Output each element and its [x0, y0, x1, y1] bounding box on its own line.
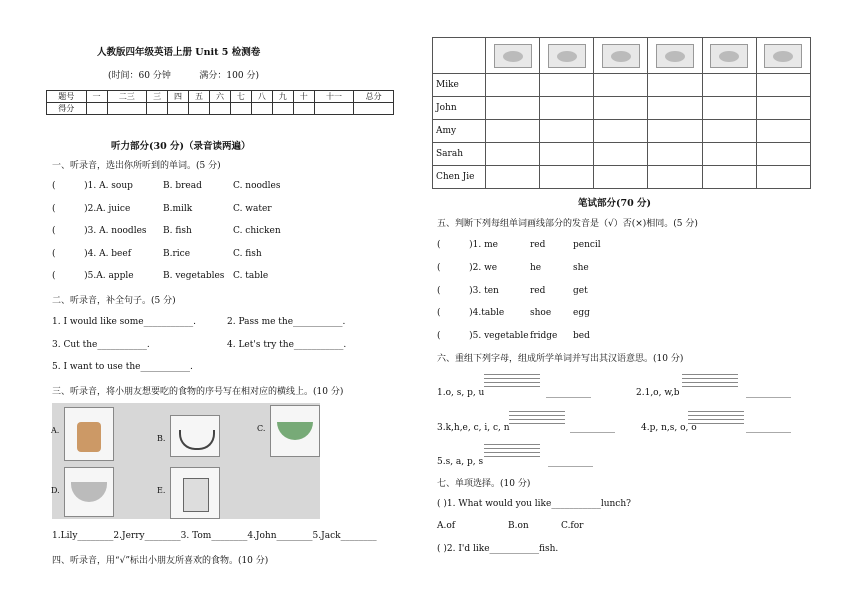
writing-lines [484, 374, 540, 390]
s1-item-3-c: C. chicken [233, 226, 281, 236]
s5-item-5-p: ( )5. vegetable [437, 331, 529, 341]
check-cell[interactable] [540, 120, 594, 143]
check-cell[interactable] [594, 74, 648, 97]
score-header-cell: 总分 [354, 91, 394, 103]
s5-item-2-a: he [530, 263, 542, 273]
check-cell[interactable] [648, 166, 702, 189]
s6-q1: 1.o, s, p, u [437, 388, 485, 398]
score-cell [251, 103, 272, 115]
check-cell[interactable] [594, 166, 648, 189]
check-cell[interactable] [540, 143, 594, 166]
s5-item-5-b: bed [573, 331, 590, 341]
score-cell [168, 103, 189, 115]
rice-bowl-icon [71, 482, 107, 502]
food-card-label: C. [257, 424, 266, 433]
score-header-cell: 六 [209, 91, 230, 103]
score-table [46, 90, 394, 115]
score-cell [86, 103, 107, 115]
score-header-cell: 二三 [107, 91, 147, 103]
milk-carton-icon [183, 478, 209, 512]
s1-item-5-b: B. vegetables [163, 271, 225, 281]
score-header-cell: 十 [293, 91, 314, 103]
score-cell [230, 103, 251, 115]
s5-item-2-b: she [573, 263, 589, 273]
score-cell [272, 103, 293, 115]
score-cell [107, 103, 147, 115]
section-3-title: 三、听录音，将小朋友想要吃的食物的序号写在相对应的横线上。(10 分) [52, 387, 344, 397]
section-7-title: 七、单项选择。(10 分) [437, 479, 531, 489]
check-cell[interactable] [540, 97, 594, 120]
score-cell [354, 103, 394, 115]
s1-item-2-c: C. water [233, 204, 272, 214]
s1-item-2-p: ( )2.A. juice [52, 204, 131, 214]
salad-bowl-icon [277, 422, 313, 440]
s7-q1-option-b: B.on [508, 521, 529, 531]
s6-q4-blank: __________ [746, 423, 791, 433]
grid-row-name: Mike [433, 74, 486, 97]
s1-item-5-p: ( )5.A. apple [52, 271, 134, 281]
s5-item-4-b: egg [573, 308, 590, 318]
food-card-a [51, 407, 114, 461]
grid-row-name: Amy [433, 120, 486, 143]
s5-item-1-p: ( )1. me [437, 240, 498, 250]
s5-item-5-a: fridge [530, 331, 558, 341]
check-cell[interactable] [540, 166, 594, 189]
check-cell[interactable] [486, 97, 540, 120]
check-cell[interactable] [594, 120, 648, 143]
s5-item-1-b: pencil [573, 240, 601, 250]
s2-line-5: 5. I want to use the___________. [52, 362, 193, 372]
s6-q5: 5.s, a, p, s [437, 457, 484, 467]
s5-item-3-b: get [573, 286, 588, 296]
check-cell[interactable] [540, 74, 594, 97]
food-card-e [157, 467, 220, 519]
writing-heading: 笔试部分(70 分) [578, 198, 652, 209]
s6-q4: 4.p, n,s, o, o [641, 423, 697, 433]
section-1-title: 一、听录音，选出你所听到的单词。(5 分) [52, 161, 221, 171]
section-5-title: 五、判断下列每组单词画线部分的发音是（√）否(×)相同。(5 分) [437, 219, 698, 229]
chicken-icon [764, 44, 802, 68]
check-cell[interactable] [756, 74, 810, 97]
grid-row-name: Sarah [433, 143, 486, 166]
rice-bowl-icon [494, 44, 532, 68]
writing-lines [484, 444, 540, 460]
s1-item-3-p: ( )3. A. noodles [52, 226, 147, 236]
s1-item-1-c: C. noodles [233, 181, 281, 191]
check-cell[interactable] [648, 143, 702, 166]
s1-item-3-b: B. fish [163, 226, 192, 236]
food-card-label: B. [157, 434, 166, 443]
s5-item-4-p: ( )4.table [437, 308, 505, 318]
check-cell[interactable] [756, 120, 810, 143]
check-cell[interactable] [702, 120, 756, 143]
page-subtitle: (时间：60 分钟 满分：100 分) [108, 71, 259, 81]
s7-q1-option-c: C.for [561, 521, 584, 531]
check-cell[interactable] [756, 166, 810, 189]
score-row-label: 得分 [47, 103, 87, 115]
score-header-cell: 一 [86, 91, 107, 103]
check-cell[interactable] [594, 97, 648, 120]
score-header-cell: 十一 [314, 91, 354, 103]
food-card-label: A. [51, 426, 60, 435]
score-header-cell: 五 [189, 91, 210, 103]
check-cell[interactable] [702, 74, 756, 97]
rice-icon [656, 44, 694, 68]
s2-line-2: 2. Pass me the___________. [227, 317, 346, 327]
s2-line-3: 3. Cut the___________. [52, 340, 150, 350]
s6-q1-blank: __________ [546, 388, 591, 398]
food-card-label: E. [157, 486, 166, 495]
score-cell [314, 103, 354, 115]
score-cell [147, 103, 168, 115]
grid-corner [433, 38, 486, 74]
writing-lines [509, 411, 565, 427]
score-cell [189, 103, 210, 115]
s5-item-4-a: shoe [530, 308, 552, 318]
s7-q2: ( )2. I'd like___________fish. [437, 544, 559, 554]
s1-item-2-b: B.milk [163, 204, 193, 214]
s1-item-4-b: B.rice [163, 249, 191, 259]
check-cell[interactable] [486, 74, 540, 97]
s3-answer-line: 1.Lily________2.Jerry________3. Tom________4.John________5.Jack________ [52, 531, 377, 541]
check-cell[interactable] [648, 97, 702, 120]
food-card-b [157, 415, 220, 457]
s6-q5-blank: __________ [548, 457, 593, 467]
s6-q2-blank: __________ [746, 388, 791, 398]
s6-q2: 2.1,o, w,b [636, 388, 680, 398]
s5-item-1-a: red [530, 240, 546, 250]
s2-line-4: 4. Let's try the___________. [227, 340, 347, 350]
section-2-title: 二、听录音，补全句子。(5 分) [52, 296, 176, 306]
s1-item-4-c: C. fish [233, 249, 262, 259]
grid-row [433, 74, 811, 97]
noodles-bowl-icon [602, 44, 640, 68]
check-cell[interactable] [486, 166, 540, 189]
bread-icon [710, 44, 748, 68]
fish-plate-icon [548, 44, 586, 68]
check-cell[interactable] [702, 143, 756, 166]
s6-q3: 3.k,h,e, c, i, c, n [437, 423, 510, 433]
food-card-label: D. [51, 486, 60, 495]
soup-bowl-icon [179, 430, 215, 450]
check-cell[interactable] [702, 166, 756, 189]
grid-row-name: Chen Jie [433, 166, 486, 189]
section-4-title: 四、听录音，用“√”标出小朋友所喜欢的食物。(10 分) [52, 556, 269, 566]
s1-item-1-p: ( )1. A. soup [52, 181, 133, 191]
s5-item-3-p: ( )3. ten [437, 286, 499, 296]
page-title: 人教版四年级英语上册 Unit 5 检测卷 [97, 47, 261, 58]
score-cell [209, 103, 230, 115]
score-header-cell: 题号 [47, 91, 87, 103]
check-cell[interactable] [756, 97, 810, 120]
check-cell[interactable] [756, 143, 810, 166]
s7-q1-option-a: A.of [437, 521, 456, 531]
food-preference-grid [432, 37, 811, 189]
grid-row [433, 166, 811, 189]
score-header-cell: 九 [272, 91, 293, 103]
food-card-c [257, 405, 320, 457]
check-cell[interactable] [648, 74, 702, 97]
check-cell[interactable] [486, 120, 540, 143]
s7-q1: ( )1. What would you like___________lunch? [437, 499, 631, 509]
s2-line-1: 1. I would like some___________. [52, 317, 196, 327]
check-cell[interactable] [648, 120, 702, 143]
score-header-cell: 八 [251, 91, 272, 103]
s1-item-5-c: C. table [233, 271, 269, 281]
s1-item-1-b: B. bread [163, 181, 202, 191]
food-picture-panel [52, 403, 320, 519]
check-cell[interactable] [486, 143, 540, 166]
s5-item-2-p: ( )2. we [437, 263, 498, 273]
score-header-cell: 四 [168, 91, 189, 103]
grid-row-name: John [433, 97, 486, 120]
score-header-cell: 三 [147, 91, 168, 103]
check-cell[interactable] [594, 143, 648, 166]
s1-item-4-p: ( )4. A. beef [52, 249, 132, 259]
score-cell [293, 103, 314, 115]
s5-item-3-a: red [530, 286, 546, 296]
grid-row [433, 120, 811, 143]
food-card-d [51, 467, 114, 517]
writing-lines [682, 374, 738, 390]
s6-q3-blank: __________ [570, 423, 615, 433]
grid-row [433, 97, 811, 120]
check-cell[interactable] [702, 97, 756, 120]
listening-heading: 听力部分(30 分)（录音读两遍） [111, 141, 251, 152]
juice-cup-icon [77, 422, 101, 452]
grid-row [433, 143, 811, 166]
section-6-title: 六、重组下列字母，组成所学单词并写出其汉语意思。(10 分) [437, 354, 684, 364]
score-header-cell: 七 [230, 91, 251, 103]
